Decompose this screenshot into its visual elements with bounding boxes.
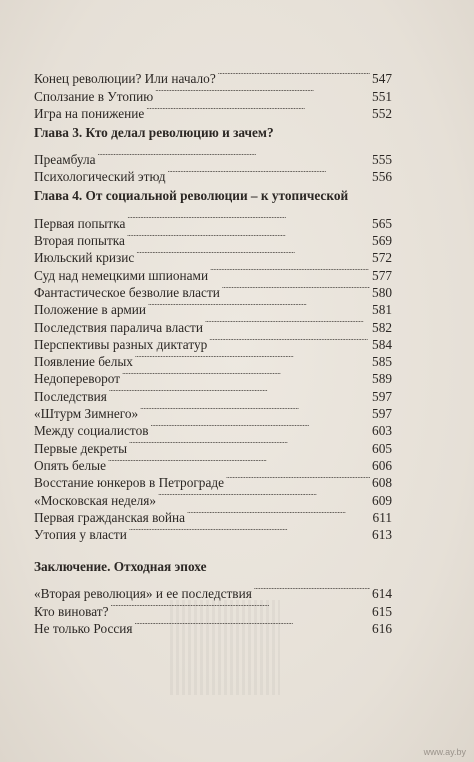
chapter-heading: Глава 3. Кто делал революцию и зачем? (34, 124, 274, 140)
toc-entry-title: Вторая попытка (34, 233, 125, 249)
dot-leader (129, 522, 370, 539)
toc-entry-title: Июльский кризис (34, 250, 135, 266)
dot-leader (148, 297, 370, 314)
toc-entry-page: 584 (372, 336, 392, 352)
toc-entry-title: Не только Россия (34, 621, 133, 637)
toc-entry-title: Первые декреты (34, 440, 128, 456)
toc-entry-title: «Московская неделя» (34, 492, 157, 508)
dot-leader (205, 314, 370, 331)
toc-entry-page: 609 (372, 492, 392, 508)
toc-entry-title: Преамбула (34, 152, 96, 168)
toc-entry-page: 611 (372, 509, 392, 525)
toc-entry-page: 551 (372, 88, 392, 104)
toc-entry (34, 210, 392, 231)
toc-entry-page: 597 (372, 406, 392, 422)
table-of-contents (34, 66, 392, 637)
toc-entry-page: 608 (372, 475, 392, 491)
chapter-heading: Глава 4. От социальной революции – к утопической (34, 188, 349, 204)
toc-entry-page: 613 (372, 527, 392, 543)
toc-entry (34, 147, 392, 168)
dot-leader (127, 228, 370, 245)
dot-leader (226, 470, 370, 487)
dot-leader (158, 487, 370, 504)
toc-entry-title: Недопереворот (34, 371, 121, 387)
toc-entry-title: Кто виноват? (34, 603, 109, 619)
dot-leader (109, 383, 370, 400)
chapter-heading: Заключение. Отходная эпохе (34, 559, 207, 575)
toc-entry-title: Утопия у власти (34, 527, 127, 543)
dot-leader (127, 210, 370, 227)
dot-leader (155, 83, 370, 100)
dot-leader (108, 453, 370, 470)
dot-leader (135, 349, 370, 366)
toc-entry-page: 569 (372, 233, 392, 249)
dot-leader (140, 401, 370, 418)
dot-leader (254, 581, 370, 598)
toc-entry-title: Суд над немецкими шпионами (34, 267, 209, 283)
toc-entry-page: 581 (372, 302, 392, 318)
dot-leader (167, 164, 370, 181)
toc-entry-title: Фантастическое безволие власти (34, 284, 220, 300)
toc-entry-page: 580 (372, 284, 392, 300)
toc-entry-title: Последствия паралича власти (34, 319, 203, 335)
toc-entry-title: Между социалистов (34, 423, 149, 439)
dot-leader (146, 101, 370, 118)
dot-leader (151, 418, 371, 435)
toc-entry-title: «Штурм Зимнего» (34, 406, 139, 422)
toc-entry-page: 547 (372, 71, 392, 87)
show-through-artifact (170, 600, 280, 695)
toc-entry-page: 603 (372, 423, 392, 439)
toc-entry-page: 589 (372, 371, 392, 387)
toc-entry-title: Игра на понижение (34, 105, 145, 121)
toc-entry-page: 565 (372, 215, 392, 231)
toc-entry-title: Последствия (34, 388, 107, 404)
toc-entry-title: Перспективы разных диктатур (34, 336, 208, 352)
toc-entry-page: 616 (372, 621, 392, 637)
toc-entry-title: Первая попытка (34, 215, 126, 231)
toc-entry-title: Первая гражданская война (34, 509, 186, 525)
toc-entry-title: Сползание в Утопию (34, 88, 154, 104)
toc-entry-page: 572 (372, 250, 392, 266)
toc-entry-page: 614 (372, 586, 392, 602)
dot-leader (129, 435, 370, 452)
toc-entry-title: Конец революции? Или начало? (34, 71, 216, 87)
dot-leader (218, 66, 370, 83)
toc-entry-title: Опять белые (34, 457, 106, 473)
toc-entry-title: Появление белых (34, 354, 133, 370)
toc-entry-title: Психологический этюд (34, 169, 166, 185)
toc-entry-page: 555 (372, 152, 392, 168)
toc-entry (34, 581, 392, 602)
toc-entry-title: Положение в армии (34, 302, 146, 318)
dot-leader (136, 245, 370, 262)
dot-leader (222, 280, 370, 297)
toc-entry-page: 597 (372, 388, 392, 404)
watermark-url: www.ay.by (423, 747, 466, 757)
dot-leader (98, 147, 371, 164)
dot-leader (187, 505, 371, 522)
toc-entry-title: «Вторая революция» и ее последствия (34, 586, 252, 602)
toc-entry-page: 615 (372, 603, 392, 619)
toc-entry-page: 582 (372, 319, 392, 335)
dot-leader (209, 332, 370, 349)
toc-entry-page: 606 (372, 457, 392, 473)
toc-entry-page: 552 (372, 105, 392, 121)
dot-leader (122, 366, 370, 383)
toc-entry-page: 577 (372, 267, 392, 283)
toc-entry-page: 585 (372, 354, 392, 370)
toc-entry-page: 605 (372, 440, 392, 456)
toc-entry (34, 66, 392, 87)
toc-entry-page: 556 (372, 169, 392, 185)
dot-leader (210, 262, 370, 279)
toc-entry-title: Восстание юнкеров в Петрограде (34, 475, 225, 491)
